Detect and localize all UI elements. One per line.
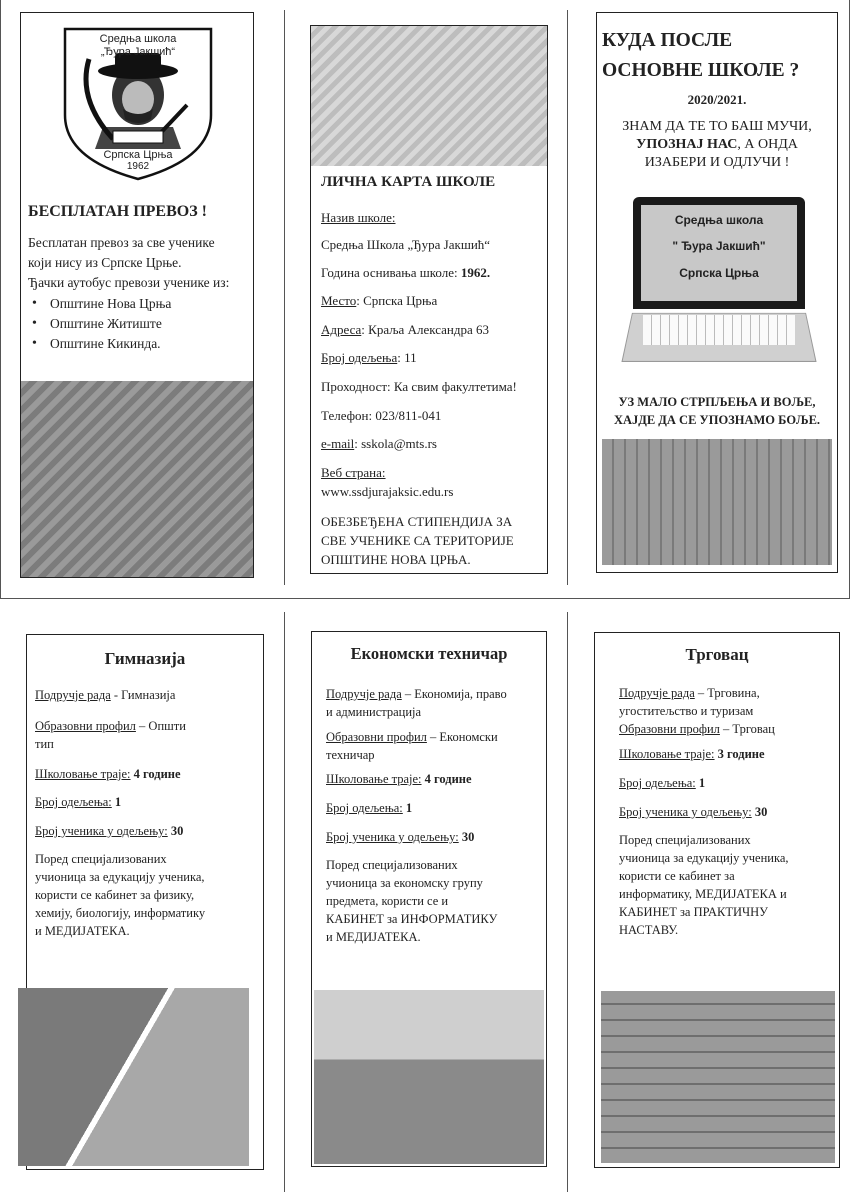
list-item: • Општине Нова Црња [28, 294, 171, 314]
description-line: учионица за економску групу [326, 876, 483, 890]
scholarship-text: ОБЕЗБЕЂЕНА СТИПЕНДИЈА ЗА [321, 514, 513, 529]
transport-panel [20, 12, 254, 578]
area-row: и администрација [326, 705, 422, 719]
description-line: и МЕДИЈАТЕКА. [326, 930, 421, 944]
description-line: учионица за едукацију ученика, [35, 870, 205, 884]
logo-line1: Средња школа [99, 33, 177, 45]
id-card-panel [310, 25, 548, 574]
screen-text: Српска Црња [679, 266, 759, 280]
phone-text: Телефон: 023/811-041 [321, 408, 442, 423]
program-title: Трговац [685, 645, 749, 664]
description-line: предмета, користи се и [326, 894, 449, 908]
classes-row [321, 350, 417, 366]
area-row: Подручје рада – Економија, право [326, 687, 507, 701]
transport-title: БЕСПЛАТАН ПРЕВОЗ ! [28, 203, 207, 220]
municipality-list [28, 294, 171, 354]
meet-us-text: УПОЗНАЈ НАС [636, 137, 738, 152]
cover-bottom-text: ХАЈДЕ ДА СЕ УПОЗНАМО БОЉЕ. [613, 413, 821, 427]
description-line: Поред специјализованих [35, 852, 167, 866]
pass-text: Проходност: Ка свим факултетима! [321, 379, 517, 394]
area-row: угоститељство и туризам [619, 704, 754, 718]
founded-row [321, 265, 490, 281]
logo-year: 1962 [126, 161, 150, 172]
program-title: Економски техничар [350, 644, 508, 663]
description-line: учионица за едукацију ученика, [619, 851, 789, 865]
classes-row: Број одељења: 1 [619, 776, 706, 790]
screen-text: Средња школа [674, 213, 764, 227]
classes-label: Број одељења [321, 350, 398, 365]
profile-row: тип [35, 737, 54, 751]
cover-year: 2020/2021. [687, 92, 747, 107]
transport-text: Бесплатан превоз за све ученике [28, 235, 215, 250]
web-label: Веб страна: [321, 465, 386, 480]
list-item: • Општине Житиште [28, 314, 171, 334]
students-row: Број ученика у одељењу: 30 [35, 824, 184, 838]
description-line: користи се кабинет за физику, [35, 888, 195, 902]
screen-text: " Ђура Јакшић" [672, 239, 766, 253]
cover-line: ЗНАМ ДА ТЕ ТО БАШ МУЧИ, [622, 119, 812, 134]
area-row: Подручје рада - Гимназија [35, 688, 176, 702]
place-value: : Српска Црња [356, 293, 438, 308]
description-line: хемију, биологију, информатику [35, 906, 206, 920]
school-name-label: Назив школе: [321, 210, 396, 225]
classroom-photo [314, 990, 544, 1164]
address-value: : Краља Александра 63 [361, 322, 489, 337]
fold-line [567, 10, 568, 585]
description-line: НАСТАВУ. [619, 923, 679, 937]
classes-row: Број одељења: 1 [35, 795, 122, 809]
founded-value: 1962. [460, 265, 491, 280]
place-label: Место [321, 293, 357, 308]
web-link[interactable]: www.ssdjurajaksic.edu.rs [321, 484, 454, 499]
fold-line [567, 612, 568, 1192]
school-name-value: Средња Школа „Ђура Јакшић“ [321, 237, 491, 252]
fold-line [284, 10, 285, 585]
cover-title: КУДА ПОСЛЕ [602, 30, 733, 51]
program-title: Гимназија [104, 649, 186, 668]
school-building-photo [602, 439, 832, 565]
duration-row: Школовање траје: 4 године [35, 767, 181, 781]
fold-line [284, 612, 285, 1192]
page-separator [0, 598, 850, 599]
address-label: Адреса [321, 322, 362, 337]
gym-photo [18, 988, 249, 1166]
founded-label: Година оснивања школе: [321, 265, 458, 280]
students-photo [21, 381, 253, 577]
id-card-title: ЛИЧНА КАРТА ШКОЛЕ [321, 174, 496, 190]
logo-line3: Српска Црња [103, 149, 173, 161]
students-row: Број ученика у одељењу: 30 [619, 805, 768, 819]
description-line: Поред специјализованих [619, 833, 751, 847]
description-line: информатику, МЕДИЈАТЕКА и [619, 887, 787, 901]
profile-row: Образовни профил – Општи [35, 719, 186, 733]
cover-bottom-text: УЗ МАЛО СТРПЉЕЊА И ВОЉЕ, [618, 395, 816, 409]
profile-row: Образовни профил – Трговац [619, 722, 775, 736]
description-line: КАБИНЕТ за ПРАКТИЧНУ [619, 905, 769, 919]
logo-line2: „Ђура Јакшић“ [100, 46, 176, 58]
duration-row: Школовање траје: 3 године [619, 747, 765, 761]
place-row [321, 293, 437, 309]
page-edge [0, 0, 1, 598]
description-line: и МЕДИЈАТЕКА. [35, 924, 130, 938]
address-row [321, 322, 489, 338]
profile-row: Образовни профил – Економски [326, 730, 498, 744]
description-line: користи се кабинет за [619, 869, 735, 883]
students-row: Број ученика у одељењу: 30 [326, 830, 475, 844]
classes-value: : 11 [397, 350, 417, 365]
portrait-photo [311, 26, 547, 166]
profile-row: техничар [326, 748, 375, 762]
scholarship-text: СВЕ УЧЕНИКЕ СА ТЕРИТОРИЈЕ [321, 533, 514, 548]
scholarship-text: ОПШТИНЕ НОВА ЦРЊА. [321, 552, 471, 567]
email-row [321, 436, 437, 452]
email-label: e-mail [321, 436, 355, 451]
description-line: КАБИНЕТ за ИНФОРМАТИКУ [326, 912, 498, 926]
store-photo [601, 991, 835, 1163]
cover-title: ОСНОВНЕ ШКОЛЕ ? [602, 60, 800, 81]
transport-text: који нису из Српске Црње. [28, 255, 182, 270]
transport-text: Ђачки аутобус превози ученике из: [28, 275, 230, 290]
email-value[interactable]: : sskola@mts.rs [354, 436, 437, 451]
cover-line: УПОЗНАЈ НАС, А ОНДА [636, 137, 798, 152]
cover-line: ИЗАБЕРИ И ОДЛУЧИ ! [644, 155, 790, 170]
area-row: Подручје рада – Трговина, [619, 686, 760, 700]
trade-panel [594, 632, 840, 1168]
cover-panel [596, 12, 838, 573]
economics-panel [311, 631, 547, 1167]
duration-row: Школовање траје: 4 године [326, 772, 472, 786]
list-item: • Општине Кикинда. [28, 334, 171, 354]
description-line: Поред специјализованих [326, 858, 458, 872]
classes-row: Број одељења: 1 [326, 801, 413, 815]
